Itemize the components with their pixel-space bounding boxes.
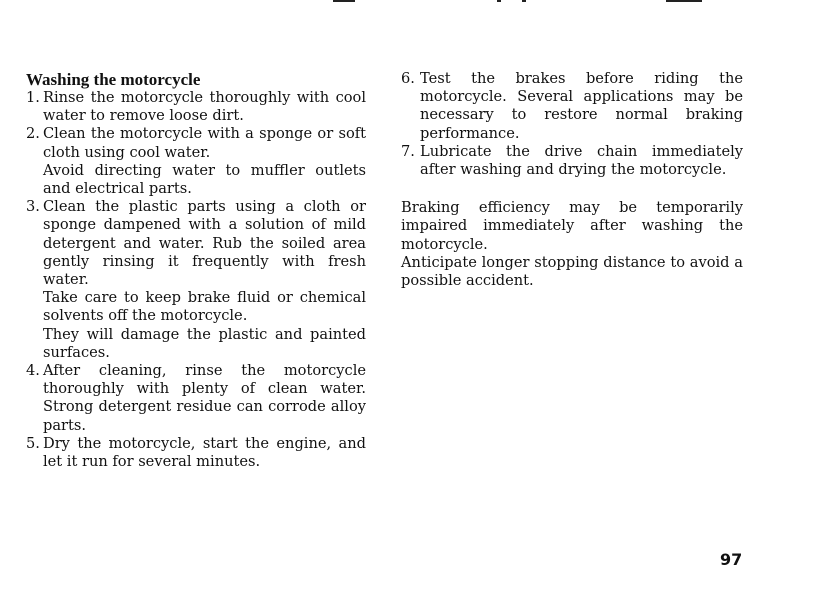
- washing-steps-list-continued: [401, 70, 743, 179]
- step-number: 4.: [26, 362, 40, 380]
- right-column: [401, 70, 743, 290]
- step-text: Avoid directing water to muffler outlets and electrical parts.: [43, 161, 366, 198]
- step-item: [26, 435, 366, 471]
- step-item: [26, 362, 366, 435]
- note-text: Anticipate longer stopping distance to avoid a possible accident.: [401, 253, 743, 290]
- step-text: Rinse the motorcycle thoroughly with cool water to remove loose dirt.: [43, 89, 366, 125]
- step-item: [26, 198, 366, 362]
- step-item: [26, 125, 366, 198]
- step-number: 6.: [401, 70, 415, 87]
- step-number: 7.: [401, 142, 415, 160]
- step-number: 3.: [26, 198, 40, 216]
- crop-mark: [333, 0, 355, 2]
- step-text: Dry the motorcycle, start the engine, and let it run for several minutes.: [43, 434, 366, 471]
- step-text: Take care to keep brake fluid or chemical solvents off the motorcycle.: [43, 289, 366, 325]
- step-number: 5.: [26, 434, 40, 452]
- step-text: Clean the motorcycle with a sponge or soft cloth using cool water.: [43, 125, 366, 161]
- left-column: [26, 70, 366, 471]
- crop-mark: [666, 0, 702, 2]
- note-text: Braking efficiency may be temporarily impaired immediately after washing the motorcycle.: [401, 199, 743, 253]
- step-item: [401, 143, 743, 179]
- step-text: After cleaning, rinse the motorcycle thoroughly with plenty of clean water. Strong detergent residue can corrode alloy parts.: [43, 362, 366, 434]
- step-item: [26, 89, 366, 125]
- step-text: Clean the plastic parts using a cloth or sponge dampened with a solution of mild detergent and water. Rub the soiled area gently rinsing it frequently with fresh water.: [43, 198, 366, 289]
- crop-mark: [522, 0, 526, 2]
- step-text: They will damage the plastic and painted surfaces.: [43, 325, 366, 361]
- step-text: Test the brakes before riding the motorcycle. Several applications may be necessary to restore normal braking performance.: [420, 70, 743, 142]
- step-number: 1.: [26, 89, 40, 106]
- washing-steps-list: [26, 89, 366, 471]
- page-number: 97: [720, 550, 743, 569]
- braking-note: [401, 199, 743, 290]
- crop-mark: [497, 0, 501, 2]
- step-number: 2.: [26, 125, 40, 143]
- step-item: [401, 70, 743, 143]
- top-crop-marks: [0, 0, 822, 6]
- section-heading: Washing the motorcycle: [26, 70, 201, 89]
- step-text: Lubricate the drive chain immediately after washing and drying the motorcycle.: [420, 142, 743, 179]
